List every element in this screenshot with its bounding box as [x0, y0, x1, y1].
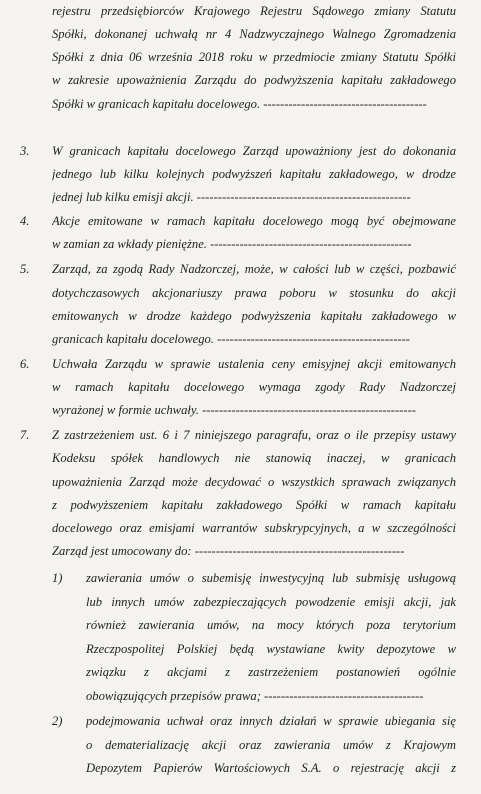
- text-line: Kodeksu spółek handlowych nie stanowią inaczej, w granicach: [52, 451, 456, 465]
- text-line: o dematerializację akcji oraz zawierania umów z Krajowym: [86, 738, 456, 752]
- item-number: 3.: [20, 144, 30, 158]
- text-line: upoważnienia Zarząd może decydować o wszystkich sprawach związanych: [52, 475, 456, 489]
- text-line: Akcje emitowane w ramach kapitału docelowego mogą być obejmowane: [52, 214, 456, 228]
- text-line: Uchwała Zarządu w sprawie ustalenia ceny emisyjnej akcji emitowanych: [52, 357, 456, 371]
- text-line: rejestru przedsiębiorców Krajowego Rejestru Sądowego zmiany Statutu: [52, 4, 456, 18]
- text-line: dotychczasowych akcjonariuszy prawa poboru w stosunku do akcji: [52, 286, 456, 300]
- text-line: W granicach kapitału docelowego Zarząd upoważniony jest do dokonania: [52, 144, 456, 158]
- text-line: Spółki z dnia 06 września 2018 roku w przedmiocie zmiany Statutu Spółki: [52, 50, 456, 64]
- subitem-number: 1): [52, 571, 63, 585]
- text-line: w zakresie upoważnienia Zarządu do podwyższenia kapitału zakładowego: [52, 73, 456, 87]
- text-line: obowiązujących przepisów prawa; --------------------------------------: [86, 689, 424, 703]
- text-line: docelowego oraz emisjami warrantów subskrypcyjnych, a w szczególności: [52, 521, 456, 535]
- text-line: Zarząd jest umocowany do: --------------------------------------------------: [52, 544, 405, 558]
- text-line: zawierania umów o subemisję inwestycyjną lub submisję usługową: [86, 571, 456, 585]
- text-line: w ramach kapitału docelowego wymaga zgody Rady Nadzorczej: [52, 380, 456, 394]
- item-number: 6.: [20, 357, 30, 371]
- text-line: emitowanych w drodze każdego podwyższenia kapitału zakładowego w: [52, 309, 456, 323]
- text-line: podejmowania uchwał oraz innych działań w sprawie ubiegania się: [86, 714, 456, 728]
- subitem-number: 2): [52, 714, 63, 728]
- text-line: Zarząd, za zgodą Rady Nadzorczej, może, w całości lub w części, pozbawić: [52, 262, 456, 276]
- text-line: Z zastrzeżeniem ust. 6 i 7 niniejszego paragrafu, oraz o ile przepisy ustawy: [52, 428, 456, 442]
- text-line: związku z akcjami z zastrzeżeniem postanowień ogólnie: [86, 665, 456, 679]
- text-line: Spółki, dokonanej uchwałą nr 4 Nadzwyczajnego Walnego Zgromadzenia: [52, 27, 456, 41]
- text-line: w zamian za wkłady pieniężne. ------------------------------------------------: [52, 237, 412, 251]
- text-line: lub innych umów zabezpieczających powodzenie emisji akcji, jak: [86, 595, 456, 609]
- text-line: jednego lub kilku kolejnych podwyższeń kapitału zakładowego, w drodze: [52, 167, 456, 181]
- item-number: 4.: [20, 214, 30, 228]
- text-line: Rzeczpospolitej Polskiej będą wystawiane kwity depozytowe w: [86, 642, 456, 656]
- text-line: Depozytem Papierów Wartościowych S.A. o rejestrację akcji z: [86, 761, 456, 775]
- text-line: również zawierania umów, na mocy których poza terytorium: [86, 618, 456, 632]
- text-line: Spółki w granicach kapitału docelowego. ---------------------------------------: [52, 97, 427, 111]
- item-number: 7.: [20, 428, 30, 442]
- text-line: wyrażonej w formie uchwały. ---------------------------------------------------: [52, 403, 416, 417]
- text-line: jednej lub kilku emisji akcji. ---------------------------------------------------: [52, 190, 411, 204]
- text-line: z podwyższeniem kapitału zakładowego Spółki w ramach kapitału: [52, 498, 456, 512]
- text-line: granicach kapitału docelowego. ----------------------------------------------: [52, 332, 410, 346]
- item-number: 5.: [20, 262, 30, 276]
